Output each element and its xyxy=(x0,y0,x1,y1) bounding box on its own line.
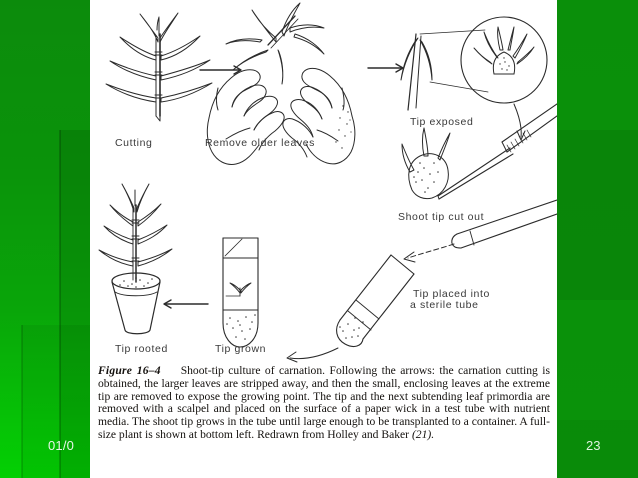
background-vertical-band-2 xyxy=(22,325,90,478)
background-horizontal-band-3 xyxy=(557,300,638,420)
label-remove-older-leaves: Remove older leaves xyxy=(205,137,316,149)
label-tip-rooted: Tip rooted xyxy=(115,343,168,355)
label-a-sterile-tube: a sterile tube xyxy=(410,299,479,311)
arrow-tip-grown-to-tip-rooted xyxy=(164,300,208,308)
slide-page-number: 23 xyxy=(586,438,601,453)
label-tip-exposed: Tip exposed xyxy=(410,116,474,128)
label-tip-grown: Tip grown xyxy=(215,343,267,355)
tip-rooted-potted-plant-illustration xyxy=(99,184,172,334)
caption-reference: (21). xyxy=(411,427,435,441)
tip-placed-sterile-tube-illustration xyxy=(287,200,557,362)
slide-footer-date: 01/0 xyxy=(48,438,75,453)
caption-figure-number: Figure 16–4 xyxy=(98,364,161,377)
figure-caption xyxy=(98,365,550,442)
label-cutting: Cutting xyxy=(115,137,153,149)
label-shoot-tip-cut-out: Shoot tip cut out xyxy=(398,211,485,223)
background-vertical-band-2-edge xyxy=(21,325,23,478)
figure-image-panel xyxy=(90,0,557,478)
arrow-cutting-to-remove-leaves xyxy=(200,66,241,74)
carnation-cutting-illustration xyxy=(106,13,212,121)
label-tip-placed-into: Tip placed into xyxy=(413,288,490,300)
tip-grown-test-tube-illustration xyxy=(223,238,258,347)
background-horizontal-band-1 xyxy=(557,0,638,130)
arrow-remove-leaves-to-tip-exposed xyxy=(368,64,403,72)
caption-body: Shoot-tip culture of carnation. Following the arrows: the carnation cutting is obtained, the larger leaves are stripped away, and then the small, enclosing leaves at the extreme tip are removed to expose the growing point. The tip and the next subtending leaf primordia are removed with a scalpel and placed on the surface of a paper wick in a test tube with nutrient media. The shoot tip grows in the tube until large enough to be transplanted to a container. A full-size plant is shown at bottom left. Redrawn from Holley and Baker xyxy=(98,364,550,441)
background-horizontal-band-2 xyxy=(557,130,638,300)
